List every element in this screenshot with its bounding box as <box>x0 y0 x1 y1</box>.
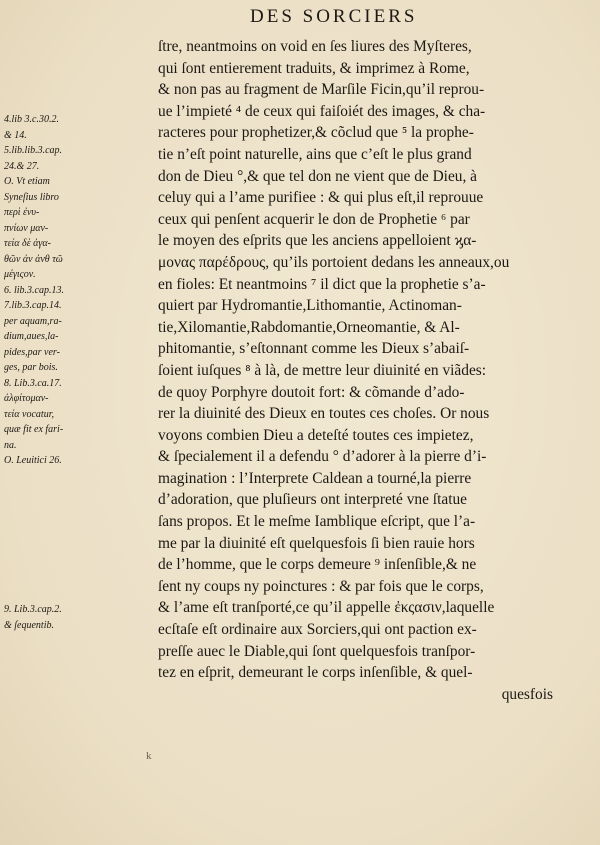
margin-note: quæ fit ex fari- <box>4 424 64 435</box>
margin-note: pides,par ver- <box>4 346 60 358</box>
body-line: don de Dieu °,& que tel don ne vient que de Dieu, à <box>158 167 478 185</box>
body-line: ue l’impieté ⁴ de ceux qui faiſoiét des images, & cha- <box>158 102 486 120</box>
body-line: tez en eſprit, demeurant le corps inſenſible, & quel- <box>158 664 473 682</box>
body-line: μονας παρέδρους, qu’ils portoient dedans les anneaux,ou <box>158 253 510 271</box>
body-line: quiert par Hydromantie,Lithomantie, Actinoman- <box>158 297 462 315</box>
body-line: phitomantie, s’eſtonnant comme les Dieux s’abaiſ- <box>158 340 470 358</box>
margin-note: per aquam,ra- <box>4 315 62 327</box>
margin-note: 5.lib.lib.3.cap. <box>4 145 63 156</box>
body-line: ecſtaſe eſt ordinaire aux Sorciers,qui ont paction ex- <box>158 621 477 639</box>
body-line: racteres pour prophetizer,& cõclud que ⁵ la prophe- <box>158 124 474 142</box>
margin-notes-bottom <box>4 602 156 633</box>
margin-note: 6. lib.3.cap.13. <box>4 284 64 296</box>
body-line: tie,Xilomantie,Rabdomantie,Orneomantie, & Al- <box>158 318 460 336</box>
body-line: quesfois <box>501 685 553 703</box>
margin-note: 9. Lib.3.cap.2. <box>4 604 62 615</box>
running-head: DES SORCIERS <box>250 6 418 27</box>
margin-note: ἀλφίτομαν- <box>4 393 49 404</box>
margin-note: & 14. <box>4 129 27 141</box>
margin-note: θῶν ἀν ἀνθ τῶ <box>4 253 63 265</box>
margin-note: ges, par bois. <box>4 362 58 373</box>
margin-notes-top <box>4 112 156 469</box>
body-line: ſtre, neantmoins on void en ſes liures des Myſteres, <box>158 38 472 55</box>
body-line: & non pas au fragment de Marſile Ficin,qu’il reprou- <box>158 81 485 99</box>
body-line: qui ſont entierement traduits, & imprimez à Rome, <box>158 59 470 77</box>
body-line: d’adoration, que pluſieurs ont interpreté vne ſtatue <box>158 491 467 509</box>
body-line: tie n’eſt point naturelle, ains que c’eſt le plus grand <box>158 145 472 163</box>
margin-note: O. Vt etiam <box>4 176 50 187</box>
margin-note: 8. Lib.3.ca.17. <box>4 377 62 389</box>
body-line: voyons combien Dieu a deteſté toutes ces impietez, <box>158 426 474 444</box>
body-line: ceux qui penſent acquerir le don de Prophetie ⁶ par <box>158 210 470 228</box>
body-line: ſoient iuſques ⁸ à là, de mettre leur diuinité en viãdes: <box>158 361 487 379</box>
body-line: me par la diuinité eſt quelquesfois ſi bien rauie hors <box>158 534 475 552</box>
body-line: ſans propos. Et le meſme Iamblique eſcript, que l’a- <box>158 513 476 531</box>
body-line: ſent ny coups ny poinctures : & par fois que le corps, <box>158 577 484 595</box>
margin-note: 4.lib 3.c.30.2. <box>4 114 59 125</box>
body-line: magination : l’Interprete Caldean a tourné,la pierre <box>158 469 472 487</box>
body-line: de quoy Porphyre doutoit fort: & cõmande d’ado- <box>158 383 465 401</box>
body-line: le moyen des eſprits que les anciens appelloient ϗα- <box>158 232 477 250</box>
margin-note: πνίων μαν- <box>4 222 49 234</box>
body-text <box>158 36 578 705</box>
margin-note: μέγιςον. <box>4 269 36 280</box>
margin-note: Syneſius libro <box>4 191 59 203</box>
margin-note: O. Leuitici 26. <box>4 455 62 466</box>
margin-note: dium,aues,la- <box>4 331 59 342</box>
catchmark: k <box>146 750 152 762</box>
margin-note: & ſequentib. <box>4 619 54 631</box>
body-line: celuy qui a l’ame purifiee : & qui plus eſt,il reprouue <box>158 189 484 207</box>
body-line: rer la diuinité des Dieux en toutes ces choſes. Or nous <box>158 405 490 423</box>
body-line: de l’homme, que le corps demeure ⁹ inſenſible,& ne <box>158 556 477 574</box>
body-line: preſſe auec le Diable,qui ſont quelquesfois tranſpor- <box>158 642 476 660</box>
margin-note: τεία vocatur, <box>4 408 54 420</box>
body-line: & l’ame eſt tranſporté,ce qu’il appelle ἐκςασιν,laquelle <box>158 599 495 617</box>
body-line: & ſpecialement il a defendu ° d’adorer à la pierre d’i- <box>158 448 487 466</box>
margin-note: 7.lib.3.cap.14. <box>4 300 62 311</box>
margin-note: na. <box>4 439 17 451</box>
body-line: en fioles: Et neantmoins ⁷ il dict que la prophetie s’a- <box>158 275 486 293</box>
margin-note: περὶ ἐνυ- <box>4 207 40 218</box>
margin-note: 24.& 27. <box>4 160 40 172</box>
margin-note: τεία δὲ ἀγα- <box>4 238 51 249</box>
